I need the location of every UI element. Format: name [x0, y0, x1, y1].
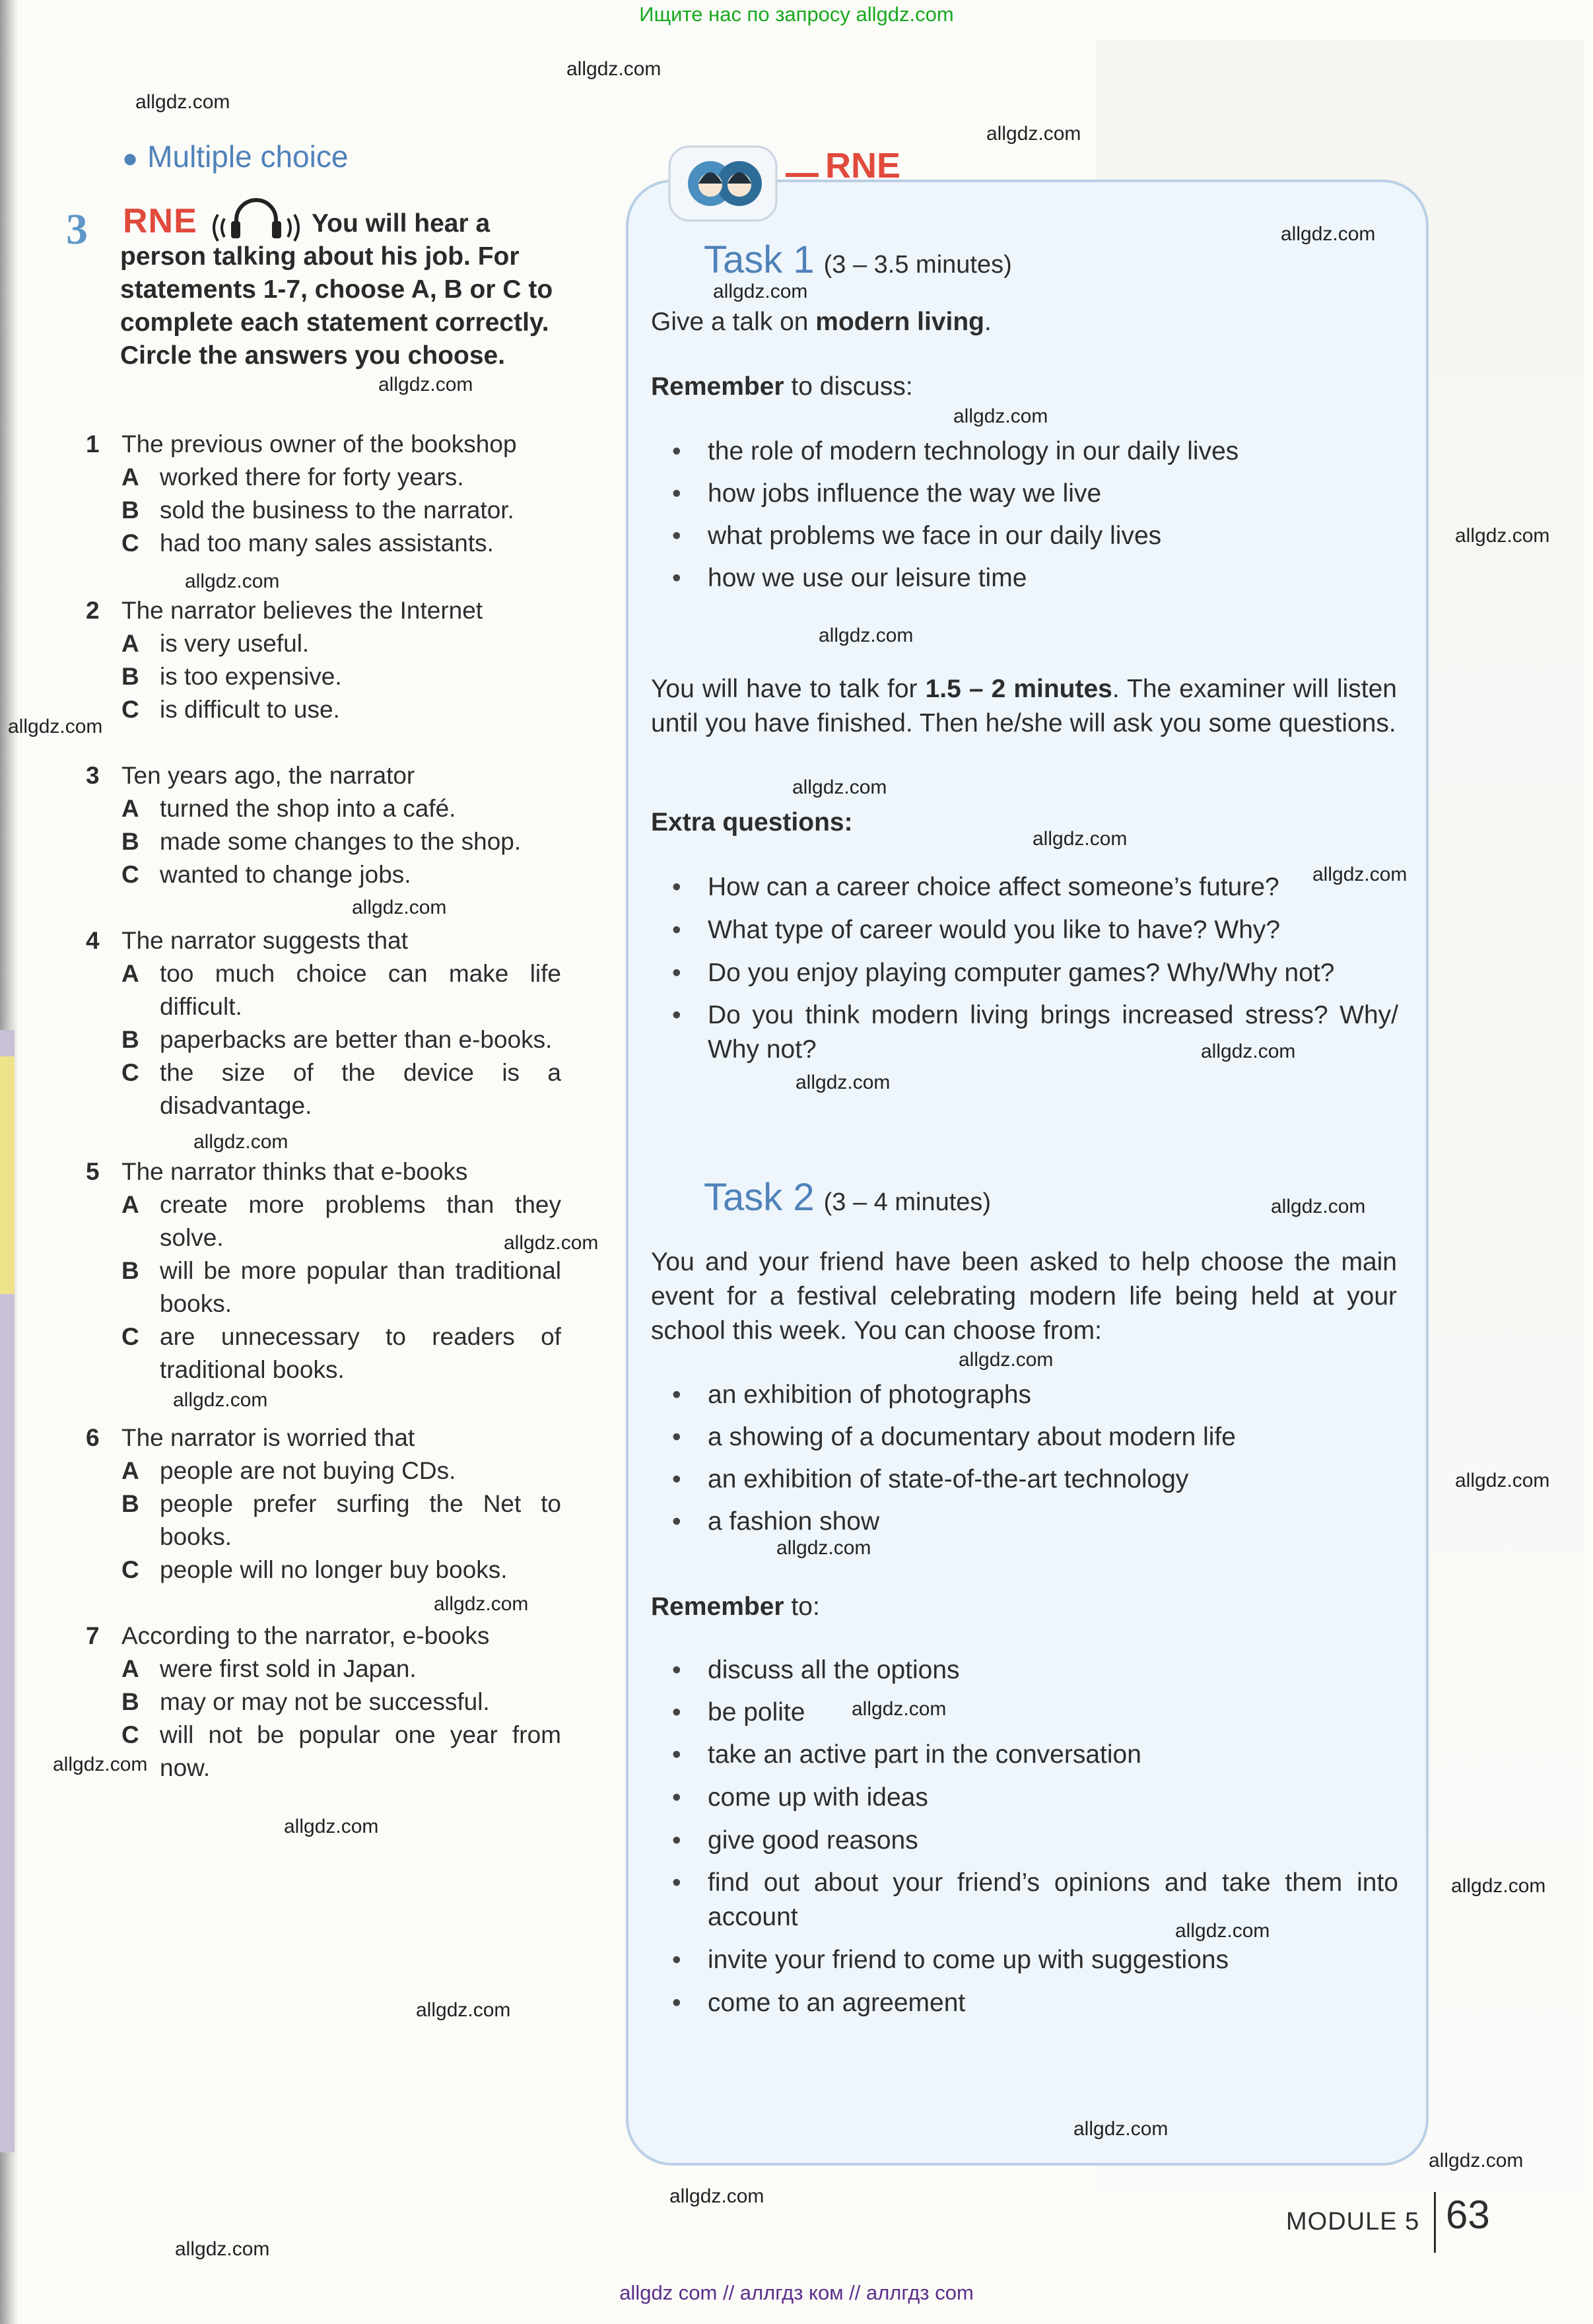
bullet-icon: •	[672, 916, 681, 944]
time-note-end: . The examiner will listen until you have finished. Then he/she will ask you some questions.	[651, 675, 1397, 737]
option-letter: C	[121, 861, 139, 888]
watermark: allgdz.com	[1073, 2118, 1169, 2140]
option-text: sold the business to the narrator.	[160, 496, 514, 524]
option-c[interactable]	[86, 1056, 561, 1122]
list-item	[672, 1781, 1398, 1815]
list-item	[672, 1378, 1398, 1412]
list-item	[672, 956, 1398, 990]
remember-label: Remember	[651, 372, 784, 401]
time-note-text: You will have to talk for	[651, 675, 926, 703]
option-letter: B	[121, 1688, 139, 1715]
question-number: 2	[86, 597, 100, 624]
list-item	[672, 913, 1398, 947]
option-c[interactable]	[86, 1719, 561, 1785]
option-c[interactable]	[86, 1320, 561, 1386]
watermark: allgdz.com	[8, 716, 103, 737]
question-text: According to the narrator, e-books	[121, 1622, 490, 1649]
bullet-icon: •	[672, 1989, 681, 2017]
list-item-text: What type of career would you like to have? Why?	[708, 916, 1281, 944]
intro-end: .	[984, 308, 992, 336]
list-item-text: take an active part in the conversation	[708, 1740, 1141, 1769]
option-b[interactable]	[86, 1686, 561, 1719]
option-c[interactable]	[86, 693, 561, 726]
watermark: allgdz.com	[1312, 864, 1407, 885]
task-1-remember	[651, 370, 1397, 404]
option-letter: C	[121, 530, 139, 557]
option-b[interactable]	[86, 1487, 561, 1554]
option-text: too much choice can make life difficult.	[160, 960, 561, 1020]
list-item-text: how we use our leisure time	[708, 564, 1027, 592]
question-text: The previous owner of the bookshop	[121, 430, 517, 458]
watermark: allgdz.com	[193, 1131, 288, 1153]
rne-badge: RNE	[123, 202, 197, 240]
list-item	[672, 1943, 1398, 1977]
question-2	[86, 594, 561, 726]
task-1-title	[704, 238, 1012, 282]
option-letter: A	[121, 1191, 139, 1218]
watermark: allgdz.com	[953, 405, 1048, 427]
option-text: may or may not be successful.	[160, 1688, 490, 1715]
watermark: allgdz.com	[1033, 828, 1128, 850]
option-text: people are not buying CDs.	[160, 1457, 456, 1484]
watermark: allgdz.com	[1201, 1041, 1296, 1062]
question-7	[86, 1620, 561, 1785]
question-stem	[86, 594, 561, 627]
question-number: 7	[86, 1622, 100, 1649]
option-text: wanted to change jobs.	[160, 861, 411, 888]
option-letter: B	[121, 663, 139, 690]
list-item	[672, 477, 1398, 511]
remember-text: to:	[784, 1592, 820, 1621]
watermark: allgdz.com	[378, 374, 473, 395]
watermark: allgdz.com	[713, 281, 808, 302]
question-stem	[86, 924, 561, 957]
option-b[interactable]	[86, 1023, 561, 1056]
intro-topic: modern living	[815, 308, 984, 336]
option-text: will not be popular one year from now.	[160, 1721, 561, 1781]
option-text: turned the shop into a café.	[160, 795, 456, 822]
watermark: allgdz.com	[352, 897, 447, 918]
list-item-text: the role of modern technology in our daily lives	[708, 437, 1239, 465]
option-c[interactable]	[86, 1554, 561, 1587]
bullet-icon: •	[672, 1423, 681, 1451]
watermark: allgdz.com	[1271, 1196, 1366, 1217]
option-b[interactable]	[86, 825, 561, 858]
option-a[interactable]	[86, 1653, 561, 1686]
option-c[interactable]	[86, 858, 561, 891]
exercise-instruction: You will hear a person talking about his job. For statements 1-7, choose A, B or C to complete each statement correctly. Circle the answers you choose.	[120, 209, 553, 370]
question-text: The narrator is worried that	[121, 1424, 415, 1451]
question-number: 3	[86, 762, 100, 789]
bullet-icon: •	[672, 1826, 681, 1855]
list-item-text: be polite	[708, 1698, 805, 1726]
list-item	[672, 870, 1398, 905]
option-text: are unnecessary to readers of traditional books.	[160, 1323, 561, 1383]
list-item-text: come up with ideas	[708, 1783, 928, 1812]
option-text: is difficult to use.	[160, 696, 340, 723]
list-item	[672, 1653, 1398, 1688]
question-3	[86, 759, 561, 891]
list-item-text: an exhibition of photographs	[708, 1381, 1032, 1409]
speakers-logo-icon	[667, 144, 779, 223]
watermark: allgdz.com	[53, 1754, 148, 1775]
option-letter: B	[121, 1490, 139, 1517]
option-text: is very useful.	[160, 630, 310, 657]
bullet-icon: •	[672, 1507, 681, 1536]
question-stem	[86, 428, 561, 461]
list-item	[672, 1505, 1398, 1539]
question-text: The narrator suggests that	[121, 927, 408, 954]
watermark: allgdz.com	[1451, 1875, 1546, 1897]
rne-badge-right: RNE	[825, 146, 901, 186]
bullet-icon: •	[672, 564, 681, 592]
bullet-icon: •	[672, 437, 681, 465]
option-letter: A	[121, 1457, 139, 1484]
watermark: allgdz.com	[1429, 2150, 1524, 2171]
question-5	[86, 1155, 561, 1386]
bullet-icon: •	[672, 1656, 681, 1684]
list-item-text: how jobs influence the way we live	[708, 479, 1102, 508]
bullet-icon: •	[672, 959, 681, 987]
bullet-icon: •	[672, 1783, 681, 1812]
list-item-text: invite your friend to come up with suggestions	[708, 1946, 1229, 1974]
list-item	[672, 1824, 1398, 1858]
option-a[interactable]	[86, 461, 561, 494]
option-letter: C	[121, 1556, 139, 1583]
question-number: 1	[86, 430, 100, 458]
bullet-icon: •	[672, 1381, 681, 1409]
rne-accent-bar	[786, 173, 819, 177]
bullet-dot-icon: ●	[122, 144, 139, 174]
task-2-remember	[651, 1590, 1397, 1624]
option-letter: B	[121, 496, 139, 524]
option-text: made some changes to the shop.	[160, 828, 522, 855]
option-text: worked there for forty years.	[160, 463, 464, 491]
option-letter: C	[121, 1059, 139, 1086]
question-text: The narrator thinks that e-books	[121, 1158, 468, 1185]
watermark: allgdz.com	[185, 570, 280, 592]
option-letter: A	[121, 960, 139, 987]
option-text: had too many sales assistants.	[160, 530, 494, 557]
option-letter: A	[121, 1655, 139, 1682]
question-number: 5	[86, 1158, 100, 1185]
bullet-icon: •	[672, 873, 681, 901]
option-letter: B	[121, 1026, 139, 1053]
footer-divider	[1434, 2192, 1436, 2253]
option-text: will be more popular than traditional books.	[160, 1257, 561, 1317]
option-b[interactable]	[86, 660, 561, 693]
option-letter: C	[121, 696, 139, 723]
list-item	[672, 1420, 1398, 1454]
option-letter: A	[121, 630, 139, 657]
list-item-text: give good reasons	[708, 1826, 918, 1855]
option-text: paperbacks are better than e-books.	[160, 1026, 553, 1053]
list-item	[672, 1695, 1398, 1730]
page-number: 63	[1446, 2193, 1490, 2237]
watermark: allgdz.com	[819, 625, 914, 646]
bullet-icon: •	[672, 1001, 681, 1029]
option-b[interactable]	[86, 494, 561, 527]
watermark: allgdz.com	[776, 1537, 871, 1559]
list-item-text: find out about your friend’s opinions and take them into account	[708, 1868, 1398, 1931]
watermark: allgdz.com	[1281, 223, 1376, 245]
option-text: the size of the device is a disadvantage.	[160, 1059, 561, 1119]
watermark: allgdz.com	[959, 1349, 1054, 1371]
intro-text: Give a talk on	[651, 308, 816, 336]
task-1-intro	[651, 305, 1397, 339]
extra-questions-heading	[651, 805, 1397, 840]
question-number: 4	[86, 927, 100, 954]
list-item-text: Do you enjoy playing computer games? Why/Why not?	[708, 959, 1335, 987]
task-title-text: Task 1	[704, 238, 815, 281]
question-number: 6	[86, 1424, 100, 1451]
option-letter: B	[121, 828, 139, 855]
list-item	[672, 1738, 1398, 1772]
option-letter: A	[121, 795, 139, 822]
watermark: allgdz.com	[416, 1999, 511, 2021]
bullet-icon: •	[672, 1740, 681, 1769]
exercise-number: 3	[66, 205, 88, 254]
extra-heading-text: Extra questions:	[651, 808, 853, 837]
page-edge-strip-yellow	[0, 1056, 15, 1294]
list-item	[672, 1462, 1398, 1497]
remember-text: to discuss:	[784, 372, 913, 401]
watermark: allgdz.com	[669, 2185, 764, 2207]
time-limit: 1.5 – 2 minutes	[925, 675, 1112, 703]
option-a[interactable]	[86, 792, 561, 825]
task-2-title	[704, 1175, 991, 1219]
option-letter: C	[121, 1721, 139, 1748]
option-a[interactable]	[86, 957, 561, 1023]
bullet-icon: •	[672, 1946, 681, 1974]
option-text: people prefer surfing the Net to books.	[160, 1490, 561, 1550]
bullet-icon: •	[672, 1465, 681, 1493]
watermark: allgdz.com	[566, 58, 661, 80]
watermark: allgdz.com	[504, 1232, 599, 1254]
list-item-text: a showing of a documentary about modern life	[708, 1423, 1236, 1451]
task-duration: (3 – 3.5 minutes)	[823, 251, 1012, 279]
watermark: allgdz.com	[852, 1698, 947, 1720]
question-text: Ten years ago, the narrator	[121, 762, 415, 789]
bullet-icon: •	[672, 522, 681, 550]
option-text: is too expensive.	[160, 663, 342, 690]
watermark: allgdz.com	[1175, 1920, 1270, 1942]
list-item	[672, 1986, 1398, 2020]
question-stem	[86, 1620, 561, 1653]
option-a[interactable]	[86, 1454, 561, 1487]
watermark: allgdz.com	[135, 91, 230, 113]
list-item-text: an exhibition of state-of-the-art technology	[708, 1465, 1189, 1493]
section-heading-text: Multiple choice	[147, 139, 349, 174]
task-duration: (3 – 4 minutes)	[823, 1188, 992, 1216]
option-a[interactable]	[86, 1188, 561, 1254]
question-1	[86, 428, 561, 560]
watermark: allgdz.com	[434, 1593, 529, 1615]
bullet-icon: •	[672, 1868, 681, 1897]
task-2-intro: You and your friend have been asked to help choose the main event for a festival celebrating modern life being held at your school this week. You can choose from:	[651, 1248, 1397, 1345]
list-item-text: Do you think modern living brings increased stress? Why/ Why not?	[708, 1001, 1398, 1064]
list-item	[672, 434, 1398, 469]
watermark: allgdz.com	[1455, 1470, 1550, 1491]
watermark: allgdz.com	[986, 123, 1081, 145]
option-text: were first sold in Japan.	[160, 1655, 417, 1682]
list-item-text: How can a career choice affect someone’s future?	[708, 873, 1279, 901]
section-heading	[122, 139, 348, 174]
task-title-text: Task 2	[704, 1176, 815, 1219]
watermark: allgdz.com	[175, 2238, 270, 2260]
option-text: create more problems than they solve.	[160, 1191, 561, 1251]
option-text: people will no longer buy books.	[160, 1556, 508, 1583]
remember-label: Remember	[651, 1592, 784, 1621]
list-item-text: come to an agreement	[708, 1989, 966, 2017]
bottom-banner[interactable]: allgdz com // аллгдз ком // аллгдз com	[619, 2281, 974, 2304]
question-6	[86, 1421, 561, 1587]
list-item	[672, 519, 1398, 553]
question-text: The narrator believes the Internet	[121, 597, 483, 624]
bullet-icon: •	[672, 1698, 681, 1726]
option-letter: B	[121, 1257, 139, 1284]
question-stem	[86, 1421, 561, 1454]
question-stem	[86, 759, 561, 792]
list-item	[672, 561, 1398, 596]
list-item	[672, 1866, 1398, 1934]
question-4	[86, 924, 561, 1122]
list-item-text: a fashion show	[708, 1507, 880, 1536]
bullet-icon: •	[672, 479, 681, 508]
module-label: MODULE 5	[1286, 2208, 1420, 2236]
watermark: allgdz.com	[792, 776, 887, 798]
watermark: allgdz.com	[796, 1072, 891, 1093]
watermark: allgdz.com	[173, 1389, 268, 1411]
option-a[interactable]	[86, 627, 561, 660]
list-item-text: discuss all the options	[708, 1656, 960, 1684]
list-item-text: what problems we face in our daily lives	[708, 522, 1162, 550]
option-c[interactable]	[86, 527, 561, 560]
option-letter: A	[121, 463, 139, 491]
watermark: allgdz.com	[1455, 525, 1550, 547]
watermark: allgdz.com	[284, 1816, 379, 1837]
question-stem	[86, 1155, 561, 1188]
top-banner[interactable]: Ищите нас по запросу allgdz.com	[639, 3, 954, 26]
task-1-time-note	[651, 672, 1397, 741]
option-letter: C	[121, 1323, 139, 1350]
option-b[interactable]	[86, 1254, 561, 1320]
